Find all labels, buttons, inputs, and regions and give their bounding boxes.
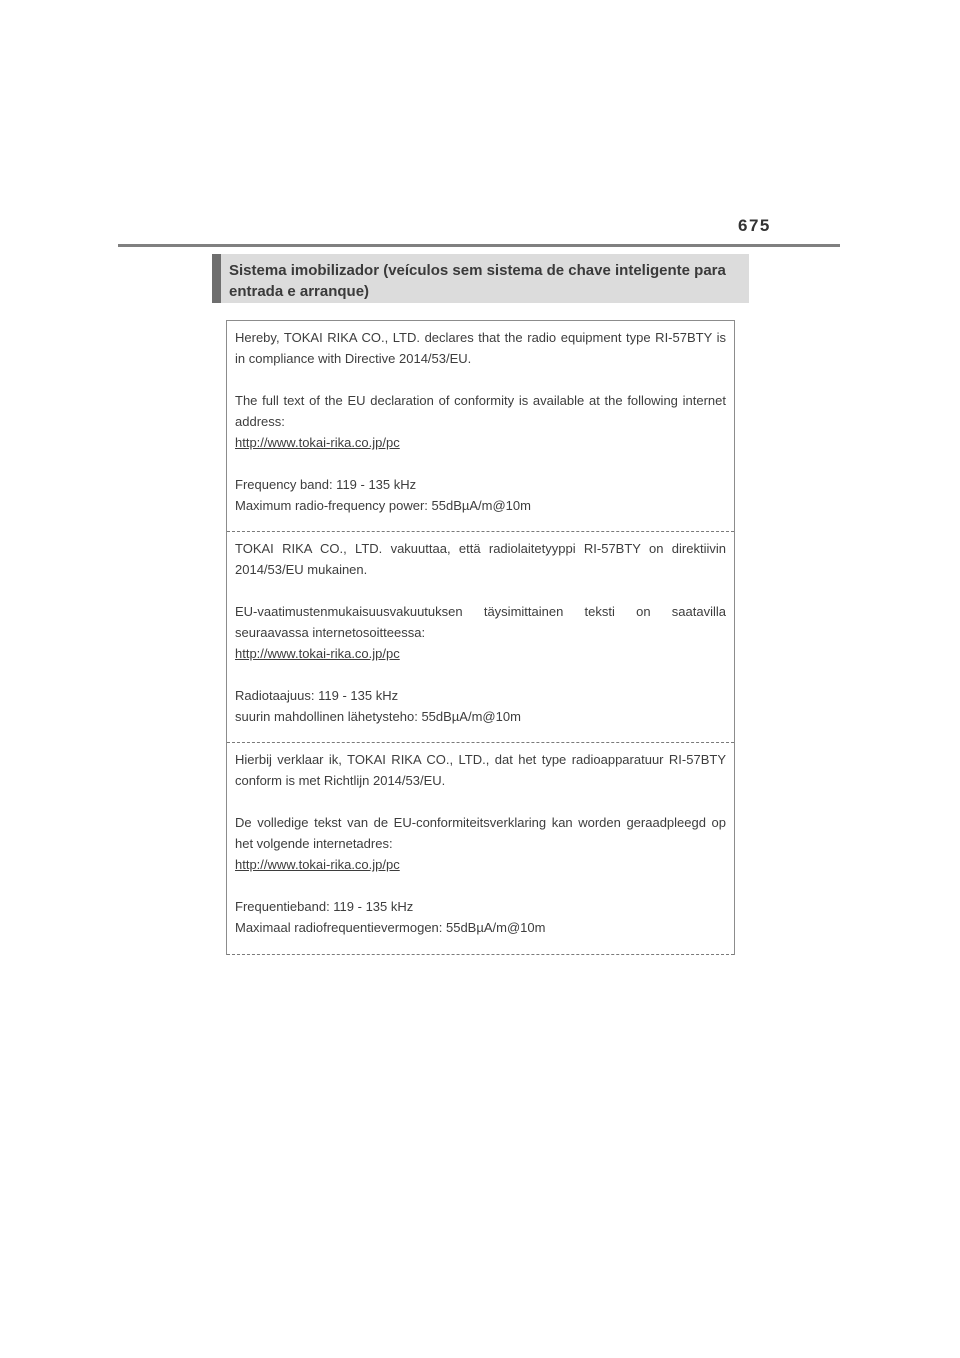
max-power: Maximaal radiofrequentievermogen: 55dBµA/m@10m — [235, 920, 546, 935]
declaration-statement: TOKAI RIKA CO., LTD. vakuuttaa, että radiolaitetyyppi RI-57BTY on direktiivin 2014/53/EU mukainen. — [235, 541, 726, 577]
fulltext-intro: De volledige tekst van de EU-conformiteitsverklaring kan worden geraadpleegd op het volgende internetadres: — [235, 815, 726, 851]
declaration-url-link[interactable]: http://www.tokai-rika.co.jp/pc — [235, 646, 400, 661]
max-power: Maximum radio-frequency power: 55dBµA/m@10m — [235, 498, 531, 513]
page-number: 675 — [738, 216, 771, 235]
declaration-block-dutch — [227, 743, 734, 955]
declaration-url-link[interactable]: http://www.tokai-rika.co.jp/pc — [235, 435, 400, 450]
section-heading: Sistema imobilizador (veículos sem sistema de chave inteligente para entrada e arranque) — [212, 254, 749, 303]
fulltext-intro: EU-vaatimustenmukaisuusvakuutuksen täysimittainen teksti on saatavilla seuraavassa internetosoitteessa: — [235, 604, 726, 640]
frequency-band: Radiotaajuus: 119 - 135 kHz — [235, 688, 399, 703]
declaration-block-english — [227, 321, 734, 532]
fulltext-intro: The full text of the EU declaration of conformity is available at the following internet address: — [235, 393, 726, 429]
max-power: suurin mahdollinen lähetysteho: 55dBµA/m@10m — [235, 709, 521, 724]
declaration-box — [226, 320, 735, 955]
header-rule — [118, 244, 840, 247]
frequency-band: Frequency band: 119 - 135 kHz — [235, 477, 417, 492]
frequency-band: Frequentieband: 119 - 135 kHz — [235, 899, 414, 914]
declaration-block-finnish — [227, 532, 734, 743]
declaration-statement: Hereby, TOKAI RIKA CO., LTD. declares that the radio equipment type RI-57BTY is in compliance with Directive 2014/53/EU. — [235, 330, 726, 366]
declaration-statement: Hierbij verklaar ik, TOKAI RIKA CO., LTD., dat het type radioapparatuur RI-57BTY conform is met Richtlijn 2014/53/EU. — [235, 752, 726, 788]
declaration-url-link[interactable]: http://www.tokai-rika.co.jp/pc — [235, 857, 400, 872]
